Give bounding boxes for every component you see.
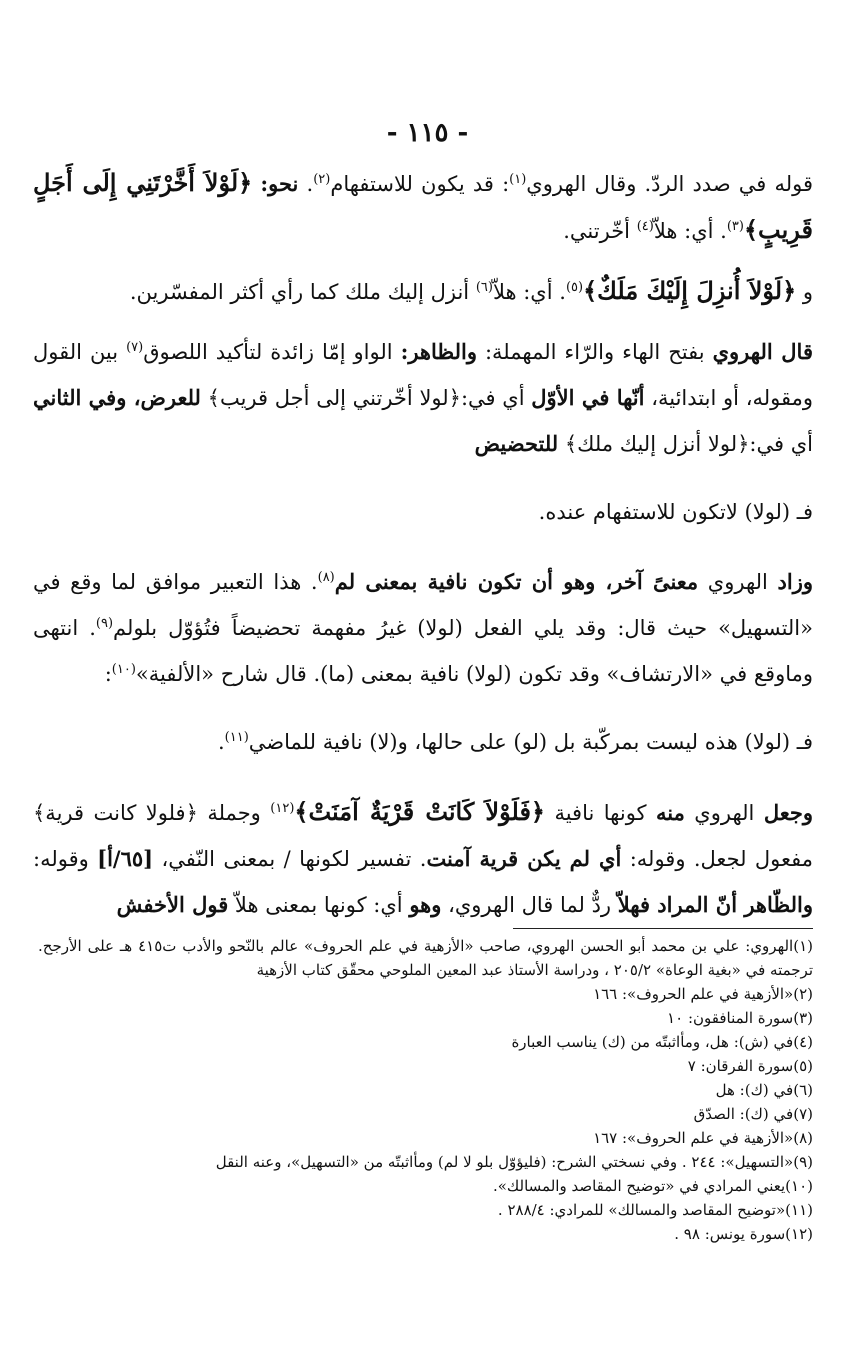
paragraph-3 [33,329,813,467]
bold-keyword: والظّاهر أنّ المراد فهلاّ [617,892,813,917]
text-run: الهروي [698,570,778,594]
text-run: . تفسير لكونها / بمعنى النّفي، [153,847,427,871]
footnote-ref-6[interactable]: (٦) [475,280,493,295]
footnote-ref-11[interactable]: (١١) [224,730,249,745]
text-run: ردٌّ لما قال الهروي، [441,893,618,917]
text-run: أنزل إليك ملك كما رأي أكثر المفسّرين. [129,280,476,304]
text-run: الواو إمّا زائدة لتأكيد اللصوق [143,340,401,364]
footnote-12: (١٢)سورة يونس: ٩٨ . [674,1225,813,1243]
text-run: و [796,280,813,304]
main-text [33,160,813,942]
bold-keyword: وهو [409,892,442,917]
footnote-ref-9[interactable]: (٩) [95,616,114,631]
paragraph-7 [33,789,813,928]
footnote-1: (١)الهروي: علي بن محمد أبو الحسن الهروي، صاحب «الأزهية في علم الحروف» عالم بالنّحو والأدب ت٤١٥ هـ على الأرجح. ترجمته في «بغية الوعاة» ٢٠٥/٢ ، ودراسة الأستاذ عبد المعين الملوحي محقّق كتاب الأزهية [38,937,813,979]
footnote-7: (٧)في (ك): الصدّق [693,1105,813,1123]
footnote-divider [513,928,813,929]
bold-keyword: نحو: [260,171,299,196]
footnote-ref-5[interactable]: (٥) [565,280,584,295]
paragraph-2 [33,268,813,315]
paragraph-1 [33,160,813,254]
text-run: أي في:﴿لولا أنزل إليك ملك﴾ [558,432,813,456]
paragraph-6 [33,719,813,765]
footnote-ref-10[interactable]: (١٠) [111,662,136,677]
bold-keyword: أنّها في الأوّل [531,385,645,410]
bold-keyword: قول الأخفش [116,892,229,917]
footnote-6: (٦)في (ك): هل [715,1081,813,1099]
paragraph-5 [33,559,813,697]
text-run: الهروي [684,801,764,825]
bold-keyword: قال الهروي [712,339,813,364]
footnote-2: (٢)«الأزهية في علم الحروف»: ١٦٦ [593,985,813,1003]
footnote-ref-7[interactable]: (٧) [126,340,144,355]
text-run: : قد يكون للاستفهام [330,172,510,196]
footnote-ref-1[interactable]: (١) [509,172,527,187]
text-run: . أي: هلاّ [653,219,727,243]
bold-keyword: معنىً آخر، وهو أن تكون نافية بمعنى لم [334,569,699,594]
bold-keyword: أي لم يكن قرية آمنت [426,846,622,871]
text-run: وقوله: [33,847,98,871]
text-run: قوله في صدد الردّ. وقال الهروي [526,172,813,196]
quran-quote: ﴿لَوْلاَ أَخَّرْتَنِي إِلَى أَجَلٍ قَرِيبٍ﴾ [33,168,813,244]
text-run: أخّرتني. [563,219,637,243]
footnote-ref-4[interactable]: (٤) [636,219,654,234]
footnotes-list [38,934,813,1246]
bold-keyword: وجعل [763,800,813,825]
quran-quote: ﴿فَلَوْلاَ كَانَتْ قَرْيَةٌ آمَنَتْ﴾ [294,797,545,826]
bold-keyword: للعرض، وفي الثاني [33,385,201,410]
footnote-9: (٩)«التسهيل»: ٢٤٤ . وفي نسختي الشرح: (فليؤوّل بلو لا لم) ومأاثبتّه من «التسهيل»، وعنه النقل [215,1153,813,1171]
bold-keyword: للتحضيض [474,431,559,456]
text-run: أي في:﴿لولا أخّرتني إلى أجل قريب﴾ [200,386,532,410]
text-run: بين القول ومقوله، أو ابتدائية، [33,340,814,410]
bold-keyword: وزاد [777,569,813,594]
paragraph-4: فـ (لولا) لاتكون للاستفهام عنده. [538,500,813,524]
text-run: . [298,172,314,196]
footnote-ref-2[interactable]: (٢) [313,172,331,187]
text-run: فـ (لولا) هذه ليست بمركّبة بل (لو) على حالها، و(لا) نافية للماضي [248,730,813,754]
text-run: . [217,730,225,754]
text-run: : [104,662,112,686]
text-run: وجملة ﴿فلولا كانت قرية﴾ مفعول لجعل. وقوله: [33,801,814,871]
text-run: . هذا التعبير موافق لما وقع في «التسهيل» حيث قال: وقد يلي الفعل (لولا) غيرُ مفهمة تحضيضاً فتُؤوّل بلولم [33,570,813,640]
page-number: - ١١٥ - [386,118,469,148]
footnote-8: (٨)«الأزهية في علم الحروف»: ١٦٧ [593,1129,813,1147]
footnote-11: (١١)«توضيح المقاصد والمسالك» للمرادي: ٢٨٨/٤ . [497,1201,813,1219]
text-run: . أي: هلاّ [492,280,566,304]
bold-keyword: والظاهر: [400,339,477,364]
text-run: أي: كونها بمعنى هلاّ [228,893,410,917]
footnote-ref-12[interactable]: (١٢) [270,801,295,816]
text-run: بفتح الهاء والرّاء المهملة: [476,340,713,364]
manuscript-folio-marker: [٦٥/أ] [97,846,154,871]
footnote-ref-3[interactable]: (٣) [726,219,744,234]
footnote-4: (٤)في (ش): هل، ومأاثبتّه من (ك) يناسب العبارة [511,1033,813,1051]
footnote-3: (٣)سورة المنافقون: ١٠ [667,1009,813,1027]
footnote-5: (٥)سورة الفرقان: ٧ [687,1057,813,1075]
text-run: . انتهى وماوقع في «الارتشاف» وقد تكون (لولا) نافية بمعنى (ما). قال شارح «الألفية» [33,616,813,686]
text-run: كونها نافية [545,801,656,825]
footnote-10: (١٠)يعني المرادي في «توضيح المقاصد والمسالك». [492,1177,813,1195]
footnote-ref-8[interactable]: (٨) [317,570,335,585]
quran-quote: ﴿لَوْلاَ أُنزِلَ إِلَيْكَ مَلَكٌ﴾ [583,276,797,305]
bold-keyword: منه [655,800,685,825]
